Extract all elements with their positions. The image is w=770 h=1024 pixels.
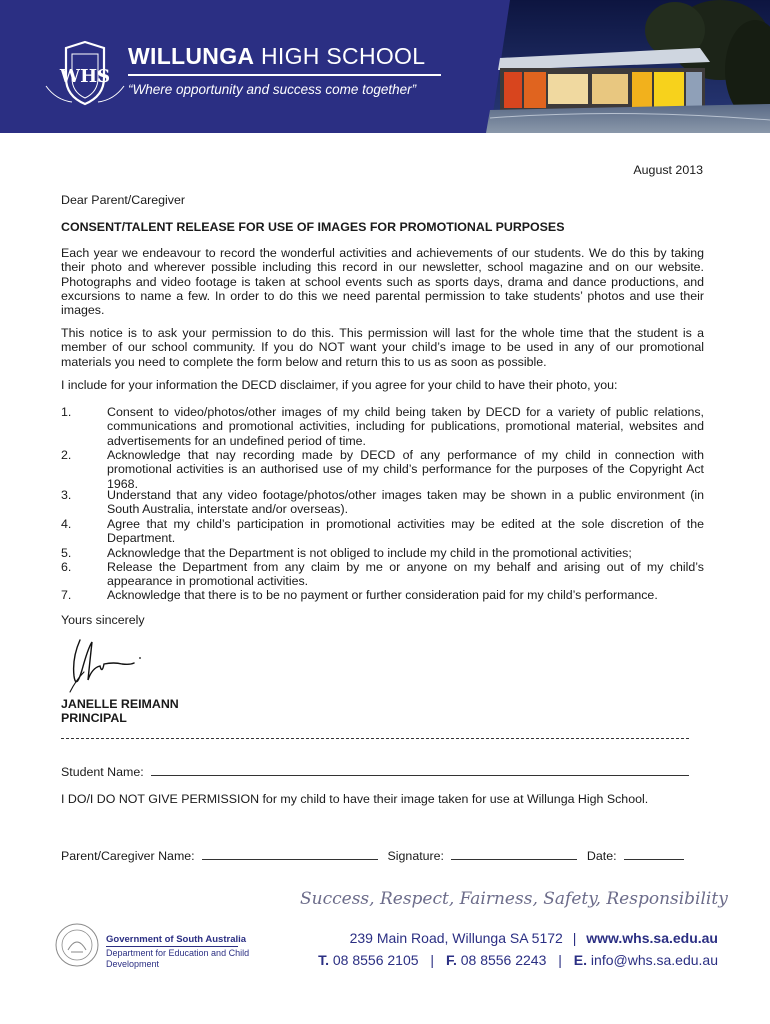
list-number: 1. [61, 405, 72, 419]
signer-name: JANELLE REIMANN [61, 697, 179, 711]
principal-signature [62, 636, 152, 696]
list-text: Consent to video/photos/other images of my child being taken by DECD for a variety of public relations, communications and promotional activities, including for publications, promotional material, websites and advertisements for an undefined period of time. [107, 405, 704, 448]
government-name: Government of South Australia [106, 934, 247, 945]
parent-name-field[interactable] [202, 848, 378, 860]
list-number: 3. [61, 488, 72, 502]
separator: | [430, 952, 435, 968]
tel-prefix: T. [318, 952, 329, 968]
school-contact-line [300, 952, 718, 968]
letterhead-banner [0, 0, 770, 133]
school-fax: 08 8556 2243 [460, 952, 547, 968]
list-text: Acknowledge that nay recording made by DECD of any performance of my child in connection with promotional activities is an authorised use of my child’s performance for the purposes of the Copyright Act 1968. [107, 448, 704, 491]
email-prefix: E. [573, 952, 588, 968]
letter-date: August 2013 [633, 163, 703, 177]
signature-field[interactable] [451, 848, 577, 860]
school-address-line [300, 930, 718, 946]
list-text: Understand that any video footage/photos/other images taken may be shown in a public environment (in South Australia, interstate and/or overseas). [107, 488, 704, 517]
school-building-photo [470, 0, 770, 133]
student-name-label: Student Name: [61, 765, 144, 779]
school-address: 239 Main Road, Willunga SA 5172 [349, 930, 563, 946]
fax-prefix: F. [445, 952, 457, 968]
school-name: WILLUNGA HIGH SCHOOL [128, 43, 426, 69]
paragraph-intro: Each year we endeavour to record the wonderful activities and achievements of our students. We do this by taking their photo and wherever possible including this record in our newsletter, school magazine and on our website. Photographs and video footage is taken at school events such as sports days, drama and dance productions, and excursions to name a few. In order to do this we need parental permission to take students’ photos and use their images. [61, 246, 704, 318]
list-number: 4. [61, 517, 72, 531]
parent-name-label: Parent/Caregiver Name: [61, 849, 195, 863]
paragraph-disclaimer-intro: I include for your information the DECD disclaimer, if you agree for your child to have their photo, you: [61, 378, 618, 392]
student-name-field[interactable] [151, 764, 689, 776]
closing: Yours sincerely [61, 613, 145, 627]
school-crest-icon [42, 38, 128, 110]
list-number: 6. [61, 560, 72, 574]
school-email[interactable]: info@whs.sa.edu.au [590, 952, 718, 968]
date-label: Date: [586, 849, 617, 863]
cut-line [61, 738, 689, 739]
permission-statement: I DO/I DO NOT GIVE PERMISSION for my child to have their image taken for use at Willunga High School. [61, 792, 649, 806]
department-name: Department for Education and Child Development [106, 948, 250, 969]
student-name-row [61, 764, 691, 779]
signer-title: PRINCIPAL [61, 711, 127, 725]
school-values: Success, Respect, Fairness, Safety, Responsibility [300, 889, 728, 909]
school-motto: “Where opportunity and success come together” [128, 82, 417, 97]
salutation: Dear Parent/Caregiver [61, 193, 185, 207]
list-text: Release the Department from any claim by me or anyone on my behalf and arising out of my child’s appearance in promotional activities. [107, 560, 704, 589]
list-number: 5. [61, 546, 72, 560]
list-text: Acknowledge that there is to be no payment or further consideration paid for my child’s performance. [107, 588, 658, 602]
separator: | [572, 930, 577, 946]
school-website[interactable]: www.whs.sa.edu.au [586, 930, 718, 946]
list-number: 7. [61, 588, 72, 602]
paragraph-permission: This notice is to ask your permission to do this. This permission will last for the whole time that the student is a member of our school community. If you do NOT want your child’s image to be used in any of our promotional materials you need to complete the form below and return this to us as soon as possible. [61, 326, 704, 369]
letter-subject: CONSENT/TALENT RELEASE FOR USE OF IMAGES FOR PROMOTIONAL PURPOSES [61, 220, 565, 234]
government-seal-icon [54, 922, 100, 968]
date-field[interactable] [624, 848, 684, 860]
list-text: Agree that my child’s participation in promotional activities may be edited at the sole discretion of the Department. [107, 517, 704, 546]
parent-row [61, 848, 691, 863]
signature-label: Signature: [387, 849, 444, 863]
separator: | [558, 952, 562, 968]
government-divider [106, 946, 238, 947]
list-number: 2. [61, 448, 72, 462]
header-rule [128, 74, 441, 76]
list-text: Acknowledge that the Department is not obliged to include my child in the promotional activities; [107, 546, 632, 560]
school-phone: 08 8556 2105 [332, 952, 419, 968]
svg-text:WHS: WHS [59, 66, 111, 87]
